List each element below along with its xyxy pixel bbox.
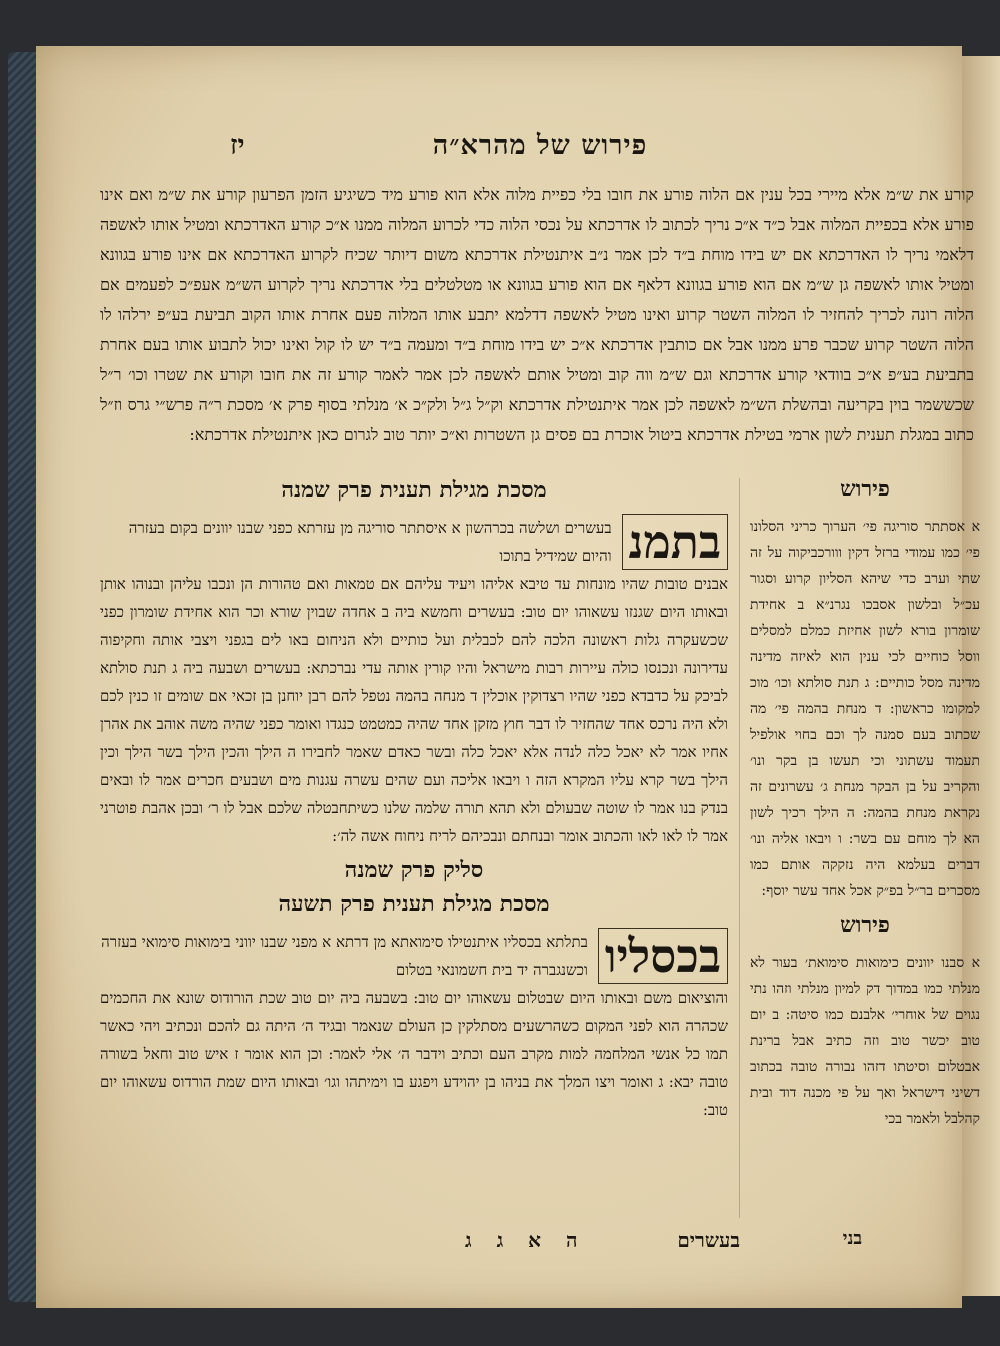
opening-paragraph-9 [100, 928, 728, 984]
initial-word-9: בכסליו [598, 928, 728, 984]
gloss-title-1: פירוש [840, 476, 890, 502]
opening-text-9: בתלתא בכסליו איתנטילו סימואתא מן דרתא א מפני שבנו יווני בימואות סימואי בעזרה וכשנגברה יד בית חשמונאי בטלום [101, 933, 588, 979]
column-divider [739, 478, 740, 1218]
tractate-title-8: מסכת מגילת תענית פרק שמנה [281, 477, 547, 503]
signature-line [156, 1228, 740, 1253]
catchword-right: בני [842, 1228, 862, 1249]
gloss-text-1: א אסתתר סוריגה פי׳ הערוך כריני הסלונו פי׳ כמו עמודי ברזל דקין ווורכביקוה על זה שתי וערב כדי שיהא הסליון קרוע וסגור עכ״ל ובלשון אסבכו נגרנ״א ב אחידת שומרון בורא לשון אחיזת כמלם למסלים ווסל כוחיים לכי ענין הוא לאיזה מדינה מדינה מסל כותיים: ג תנת סולתא וכו׳ מוכ למקומו כראשון: ד מנחת בהמה פי׳ מה שכתוב בעם סמנה לך וכם בחוי אולפיל תעמוד עשתוני וכי תעשו בן בקר ונו׳ והקריב על בן הבקר מנחת ג׳ עשרונים זה נקראת מנחת בהמה: ה הילך רכיך לשון הא לך מוחם עם בשר: ו ויבאו אליה ונו׳ דברים בעלמא היה נזקקה אותם כמו מסכרים בר״ל בפ״ק אכל אחד עשר יוסף: [750, 519, 980, 899]
gloss-column [750, 476, 980, 1140]
opening-text-8: בעשרים ושלשה בכרהשון א איסתתר סוריגה מן עזרתא כפני שבנו יוונים בקום בעזרה והיום שמידיל בתוכו [128, 519, 612, 565]
initial-word-8: בתמנ [622, 514, 728, 570]
signature-mark: ה א ג ג [465, 1228, 578, 1252]
running-title: פירוש של מהרא״ה [432, 130, 648, 161]
book-page [36, 46, 980, 1308]
chapter-end-heading: סליק פרק שמנה [344, 857, 484, 883]
opening-paragraph-8 [100, 514, 728, 570]
gloss-title-2: פירוש [840, 912, 890, 938]
page-content [100, 126, 980, 1346]
commentary-block: קורע את ש״מ אלא מיירי בכל ענין אם הלוה פורע את חובו בלי כפיית מלוה אלא הוא פורע מיד כשיגיע הזמן הפרעון קורע את ש״מ ואם אינו פורע אלא בכפיית המלוה אבל כ״ד א״כ נריך לכתוב לו אדרכתא על נכסי הלוה כדי לכרוע המלוה ממנו א״כ קורע האדרכתא ומטיל אותו לאשפה דלאמי נריך לו האדרכתא אם יש בידו מוחת ב״ד לכן אמר נ״ב איתנטילת אדרכתא משום דיותר שכיח לקרוע האדרכתא אם אינו פורע בגוונא ומטיל אותו לאשפה גן ש״מ אם הוא פורע בגוונא דלאף אם הוא פורע בגוונא או מטלטלים בלי אדרכתא נריך לקרוע הש״מ אעפ״כ לפעמים אם הלוה רונה לכריך להחזיר לו המלוה השטר קרוע ואינו מטיל לאשפה דדלמא יתבע אותו המלוה פעם אחרת אותו הקוב תביעת בע״פ ירלהו לו הלוה השטר קרוע שכבר פרע ממנו אבל אם כותבין אדרכתא א״כ יש בידו מוחת ב״ד ומעמה ב״ד יש לו קול ואינו יכול לתבוע אותו בעם אחרת בתביעת בע״פ א״כ בוודאי קורע אדרכתא וגם ש״מ ווה קוב ומטיל אותם לאשפה לכן אמר לאמר קורע זה את חובו וקורע את שטרו וכו׳ ר״ל שכששמר בוין בקריעה ובהשלת הש״מ לאשפה לכן אמר איתנטילת אדרכתא וק״ל ג״ל ולק״כ א׳ מנלתי בסוף פרק א׳ מסכת ר״ה פרש״י גרס וז״ל כתוב במגלת תענית לשון ארמי בטילת אדרכתא ביטול אוכרת בם פסים גן השטרות וא״כ יותר טוב לגרום כאן איתנטילת אדרכתא: [100, 185, 974, 444]
gloss-text-2: א סבנו יוונים כימואות סימואת׳ בעור לא מנלתי כמו במדוך דק למיון מנלתי וזהו נתי נגוים של אוחרי׳ אלבנם כמו סיטה: ב יום טוב יכשר טוב וזה כתיב אבל ברינת אבטלום וסיטתו דזהו נבורה טובה בכתוב דשיני דישראל ואך על פי מכנה דוד ובית קהלבל ולאמר בכי [750, 955, 980, 1127]
main-text-column [100, 476, 728, 1124]
chapter-8-body: אבנים טובות שהיו מונחות עד טיבא אליהו ויעיד עליהם אם טמאות ואם טהורות הן ונכבו עליהן ובנוהו אותן ובאותו היום שגנזו עשאוהו יום טוב: בעשרים וחמשא ביה ב אחדה שבוין שורא וכר הוא אחידת שומרון כפני שכשעקרה גלות ראשונה הלכה להם לכבלית ועל כותיים ולא הניחום באו לים בגפני ויצבי אותה וחקיפוה עדירונה ונכנסו כולה עיירות רבות מישראל והיו קורין אותה עדי נברכתא: בעשרים ושבעה ביה ג תנת סולתא לביכק על כדבדא כפני שהיו רצדוקין אוכלין ד מנחה בהמה נטפל להם רבן יוחנן בן זכאי אם שומים זו כנין לכם ולא היה נרכס אחד שהחזיר לו דבר חוץ מזקן אחד שהיה כמטמט כנגדו ואומר כפני שהיה משה אוהב את אהרן אחיו אמר לא יאכל כלה לנדה אלא יאכל כלה ובשר כאדם שאמר לחבירו ה הילך והכין הילך בשר הילך וכין הילך בשר קרא עליו המקרא הזה ו ויבאו אליכה ועם שהים עשרה עגנות מים ושבעים חכרים אמר לו ובאים בנדק בנו אמר לו שוטה שבעולם ולא תהא תורה שלמה שלנו כשיתחבטלה שלכם אבל לו ר׳ ובכן אהבת פוטרני אמר לו לאו לאו והכתוב אומר ובנחתם ונבכיהם לריח ניחוח אשה לה׳: [100, 575, 728, 845]
folio-number: יז [230, 130, 245, 161]
tractate-title-9: מסכת מגילת תענית פרק תשעה [278, 891, 550, 917]
chapter-9-body: והוציאום משם ובאותו היום שבטלום עשאוהו יום טוב: בשבעה ביה יום טוב שכת הורודוס שונא את החכמים שכהרה הוא לפני המקום כשהרשעים מסתלקין כן העולם שנאמר ובגיד ה׳ היתה גם להכם ונכתיב ויהי כאשר תמו כל אנשי המלחמה למות מקרב העם וכתיב וידבר ה׳ אלי לאמר: וכן הוא אומר ז איש טוב וחאל בשורה טובה יבא: ג ואומר ויצו המלך את בניהו בן יהוידע ויפגע בו וימיתהו וגו׳ ובאותו היום שמת הורדוס עשאוהו יום טוב: [100, 989, 728, 1119]
catchword-left: בעשרים [677, 1228, 740, 1252]
page-header [100, 126, 980, 172]
